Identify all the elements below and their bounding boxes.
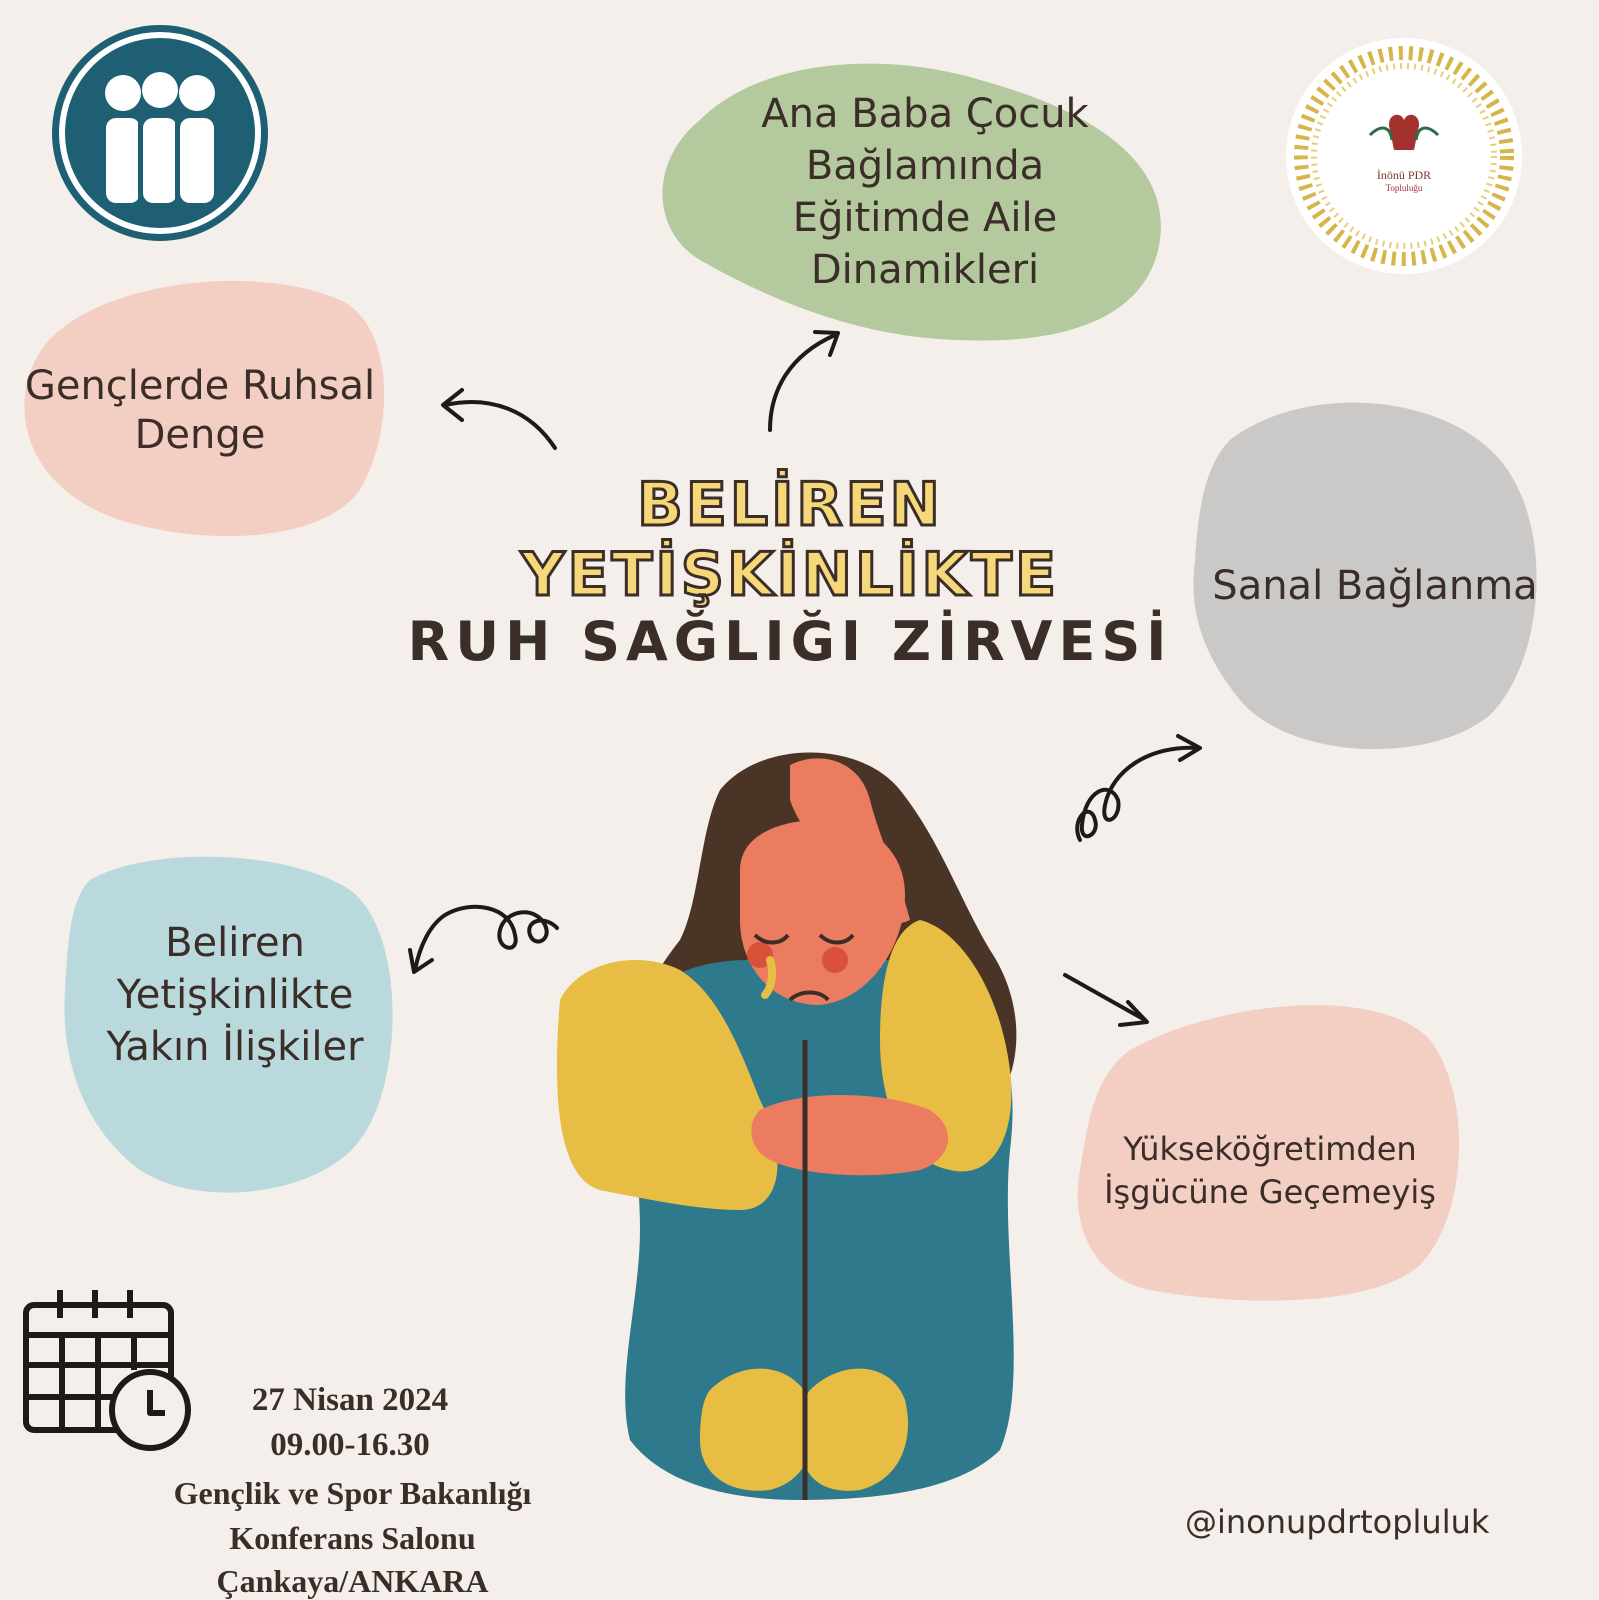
- club-logo-icon: [1286, 38, 1522, 274]
- event-time: 09.00-16.30: [270, 1427, 430, 1463]
- topic-isgucu: [1085, 1128, 1455, 1214]
- topic-sanal-baglanma: [1205, 562, 1545, 611]
- calendar-clock-icon: [26, 1290, 188, 1448]
- topic-yakin-iliskiler: [70, 917, 400, 1073]
- topic-aile-line1: Ana Baba Çocuk: [761, 91, 1089, 137]
- social-handle[interactable]: @inonupdrtopluluk: [1185, 1503, 1490, 1541]
- event-venue-line3: Çankaya/ANKARA: [216, 1563, 489, 1599]
- topic-yakin-line3: Yakın İlişkiler: [106, 1024, 364, 1070]
- topic-aile-line4: Dinamikleri: [810, 247, 1040, 293]
- topic-ruhsal-line2: Denge: [134, 411, 266, 458]
- sad-person-illustration: [557, 753, 1016, 1501]
- event-venue-line1: Gençlik ve Spor Bakanlığı: [173, 1475, 532, 1511]
- organization-logo-icon: [52, 25, 268, 241]
- event-date: 27 Nisan 2024: [251, 1382, 449, 1418]
- club-logo-text: [1364, 168, 1444, 193]
- topic-aile-line2: Bağlamında: [805, 143, 1045, 189]
- topic-aile-line3: Eğitimde Aile: [792, 195, 1058, 241]
- event-venue-line2: Konferans Salonu: [229, 1520, 476, 1556]
- club-logo-line2: Topluluğu: [1385, 183, 1423, 193]
- topic-aile-dinamikleri: [725, 88, 1125, 296]
- topic-ruhsal-denge: [15, 362, 385, 460]
- topic-yakin-line1: Beliren: [165, 920, 305, 966]
- topic-sanal-line1: Sanal Bağlanma: [1212, 563, 1538, 609]
- event-title-line1: BELİREN YETİŞKİNLİKTE: [521, 470, 1059, 610]
- event-title-line2: RUH SAĞLIĞI ZİRVESİ: [407, 610, 1173, 673]
- topic-yakin-line2: Yetişkinlikte: [116, 972, 354, 1018]
- topic-ruhsal-line1: Gençlerde Ruhsal: [24, 363, 376, 409]
- club-logo-line1: İnönü PDR: [1376, 168, 1432, 182]
- topic-isgucu-line2: İşgücüne Geçemeyiş: [1104, 1173, 1436, 1212]
- topic-isgucu-line1: Yükseköğretimden: [1123, 1130, 1417, 1168]
